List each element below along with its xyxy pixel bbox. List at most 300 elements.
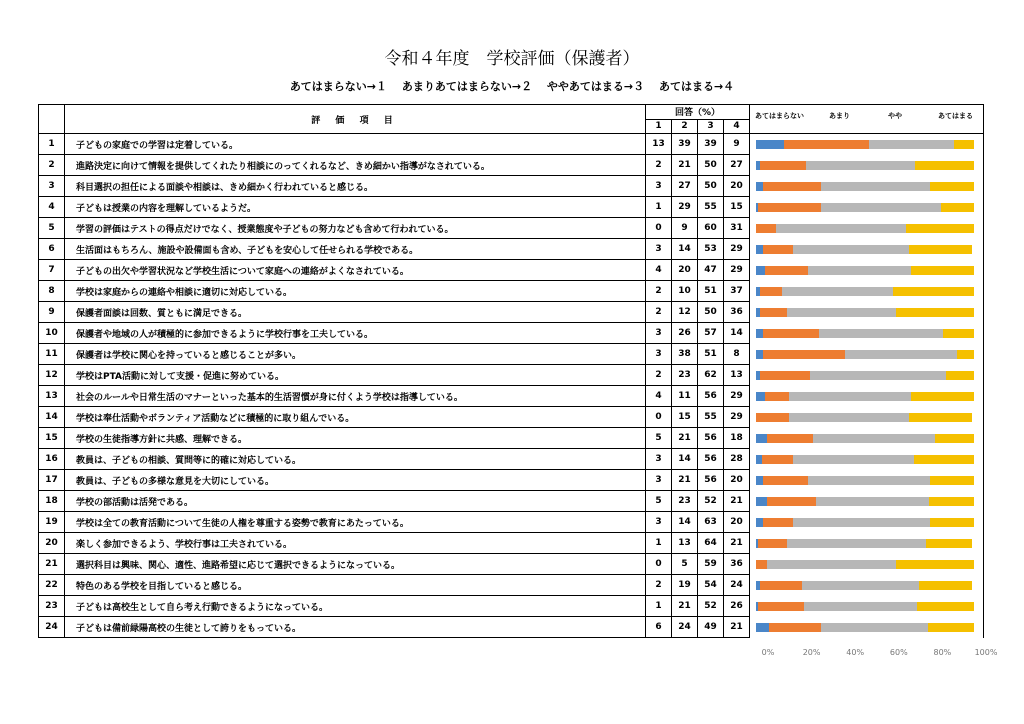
row-value-4: 20	[724, 176, 750, 197]
stacked-bar	[756, 518, 974, 527]
row-value-2: 5	[672, 554, 698, 575]
chart-header	[750, 105, 984, 134]
stacked-bar	[756, 602, 974, 611]
row-item: 楽しく参加できるよう、学校行事は工夫されている。	[65, 533, 646, 554]
bar-segment-4	[915, 161, 974, 170]
stacked-bar	[756, 140, 974, 149]
table-row	[39, 197, 984, 218]
row-value-1: 2	[646, 302, 672, 323]
bar-segment-2	[767, 497, 817, 506]
stacked-bar	[756, 476, 974, 485]
row-number: 6	[39, 239, 65, 260]
row-value-3: 50	[698, 155, 724, 176]
row-number: 4	[39, 197, 65, 218]
row-value-2: 10	[672, 281, 698, 302]
header-item: 評 価 項 目	[65, 105, 646, 134]
row-value-2: 21	[672, 596, 698, 617]
row-value-4: 29	[724, 407, 750, 428]
row-number: 23	[39, 596, 65, 617]
row-value-2: 38	[672, 344, 698, 365]
bar-segment-4	[946, 371, 974, 380]
row-value-1: 0	[646, 554, 672, 575]
bar-segment-2	[763, 245, 794, 254]
header-col-4: 4	[724, 119, 750, 134]
stacked-bar	[756, 245, 974, 254]
table-row	[39, 470, 984, 491]
row-chart	[750, 533, 984, 554]
stacked-bar	[756, 623, 974, 632]
row-item: 子どもの出欠や学習状況など学校生活について家庭への連絡がよくなされている。	[65, 260, 646, 281]
row-value-1: 3	[646, 176, 672, 197]
bar-segment-3	[819, 329, 943, 338]
row-number: 22	[39, 575, 65, 596]
table-row	[39, 302, 984, 323]
row-value-4: 15	[724, 197, 750, 218]
row-value-4: 13	[724, 365, 750, 386]
row-value-3: 64	[698, 533, 724, 554]
bar-segment-4	[909, 245, 972, 254]
row-value-1: 2	[646, 575, 672, 596]
axis-tick: 20%	[802, 648, 821, 657]
row-number: 3	[39, 176, 65, 197]
row-value-1: 13	[646, 134, 672, 155]
row-chart	[750, 302, 984, 323]
header-no	[39, 105, 65, 134]
bar-segment-2	[763, 518, 794, 527]
bar-segment-4	[911, 266, 974, 275]
row-number: 11	[39, 344, 65, 365]
stacked-bar	[756, 329, 974, 338]
bar-segment-3	[808, 476, 930, 485]
header-answer: 回答（%）	[646, 105, 750, 120]
row-number: 5	[39, 218, 65, 239]
axis-tick: 0%	[761, 648, 775, 657]
row-value-2: 13	[672, 533, 698, 554]
row-chart	[750, 365, 984, 386]
row-value-3: 56	[698, 428, 724, 449]
row-number: 20	[39, 533, 65, 554]
row-value-2: 21	[672, 155, 698, 176]
row-value-4: 29	[724, 239, 750, 260]
row-value-1: 4	[646, 386, 672, 407]
bar-segment-1	[756, 434, 767, 443]
bar-segment-4	[930, 182, 974, 191]
row-value-1: 2	[646, 365, 672, 386]
header-col-2: 2	[672, 119, 698, 134]
row-value-3: 57	[698, 323, 724, 344]
stacked-bar	[756, 224, 974, 233]
bar-segment-2	[760, 581, 801, 590]
bar-segment-3	[845, 350, 956, 359]
table-row	[39, 428, 984, 449]
row-value-4: 18	[724, 428, 750, 449]
row-chart	[750, 575, 984, 596]
bar-segment-2	[765, 392, 789, 401]
row-value-2: 23	[672, 365, 698, 386]
row-value-4: 21	[724, 491, 750, 512]
row-value-4: 28	[724, 449, 750, 470]
bar-segment-4	[930, 518, 974, 527]
bar-segment-4	[928, 623, 974, 632]
row-value-1: 2	[646, 281, 672, 302]
chart-label-2: あまり	[829, 112, 850, 120]
row-item: 学校の生徒指導方針に共感、理解できる。	[65, 428, 646, 449]
bar-segment-2	[784, 140, 869, 149]
row-value-1: 3	[646, 449, 672, 470]
row-chart	[750, 134, 984, 155]
row-value-2: 21	[672, 470, 698, 491]
row-item: 子どもは高校生として自ら考え行動できるようになっている。	[65, 596, 646, 617]
stacked-bar	[756, 182, 974, 191]
row-chart	[750, 407, 984, 428]
stacked-bar	[756, 287, 974, 296]
row-value-3: 39	[698, 134, 724, 155]
axis-tick: 100%	[974, 648, 998, 657]
row-value-2: 14	[672, 239, 698, 260]
bar-segment-2	[760, 161, 806, 170]
stacked-bar	[756, 497, 974, 506]
row-number: 2	[39, 155, 65, 176]
bar-segment-2	[767, 434, 813, 443]
row-chart	[750, 239, 984, 260]
row-value-3: 52	[698, 491, 724, 512]
row-value-3: 53	[698, 239, 724, 260]
row-value-1: 3	[646, 344, 672, 365]
bar-segment-3	[789, 413, 909, 422]
row-number: 21	[39, 554, 65, 575]
stacked-bar	[756, 350, 974, 359]
row-value-2: 15	[672, 407, 698, 428]
bar-segment-4	[930, 476, 974, 485]
bar-segment-4	[906, 224, 974, 233]
row-value-3: 56	[698, 470, 724, 491]
bar-segment-2	[760, 371, 810, 380]
row-item: 社会のルールや日常生活のマナーといった基本的生活習慣が身に付くよう学校は指導している。	[65, 386, 646, 407]
row-value-1: 3	[646, 512, 672, 533]
bar-segment-3	[813, 434, 935, 443]
row-value-4: 14	[724, 323, 750, 344]
bar-segment-2	[758, 203, 821, 212]
bar-segment-3	[782, 287, 893, 296]
row-value-2: 24	[672, 617, 698, 638]
table-row	[39, 155, 984, 176]
bar-segment-1	[756, 497, 767, 506]
chart-label-1: あてはまらない	[755, 112, 804, 120]
bar-segment-3	[787, 308, 896, 317]
row-number: 14	[39, 407, 65, 428]
table-row	[39, 533, 984, 554]
row-value-3: 50	[698, 176, 724, 197]
row-value-3: 51	[698, 281, 724, 302]
row-value-3: 56	[698, 386, 724, 407]
bar-segment-3	[776, 224, 907, 233]
bar-segment-2	[756, 224, 776, 233]
stacked-bar	[756, 581, 974, 590]
row-value-2: 39	[672, 134, 698, 155]
row-number: 12	[39, 365, 65, 386]
row-item: 保護者や地域の人が積極的に参加できるように学校行事を工夫している。	[65, 323, 646, 344]
bar-segment-3	[804, 602, 917, 611]
row-chart	[750, 617, 984, 638]
row-item: 子どもは備前緑陽高校の生徒として誇りをもっている。	[65, 617, 646, 638]
bar-segment-4	[893, 287, 974, 296]
row-value-4: 29	[724, 386, 750, 407]
row-value-3: 59	[698, 554, 724, 575]
row-value-1: 1	[646, 596, 672, 617]
stacked-bar	[756, 203, 974, 212]
row-item: 子どもは授業の内容を理解しているようだ。	[65, 197, 646, 218]
row-value-1: 1	[646, 533, 672, 554]
row-value-4: 8	[724, 344, 750, 365]
stacked-bar	[756, 392, 974, 401]
table-row	[39, 386, 984, 407]
page-title: 令和４年度 学校評価（保護者）	[384, 49, 640, 69]
row-value-2: 14	[672, 449, 698, 470]
row-value-2: 14	[672, 512, 698, 533]
table-row	[39, 575, 984, 596]
row-item: 特色のある学校を目指していると感じる。	[65, 575, 646, 596]
row-value-1: 4	[646, 260, 672, 281]
row-item: 生活面はもちろん、施設や設備面も含め、子どもを安心して任せられる学校である。	[65, 239, 646, 260]
stacked-bar	[756, 266, 974, 275]
row-value-2: 26	[672, 323, 698, 344]
row-chart	[750, 344, 984, 365]
row-number: 9	[39, 302, 65, 323]
chart-label-3: やや	[888, 112, 902, 120]
row-chart	[750, 281, 984, 302]
bar-segment-3	[793, 245, 909, 254]
bar-segment-3	[816, 497, 928, 506]
axis-tick: 80%	[933, 648, 952, 657]
row-chart	[750, 197, 984, 218]
row-value-4: 31	[724, 218, 750, 239]
chart-label-4: あてはまる	[938, 112, 973, 120]
row-value-2: 23	[672, 491, 698, 512]
row-value-3: 49	[698, 617, 724, 638]
row-value-4: 26	[724, 596, 750, 617]
table-row	[39, 134, 984, 155]
stacked-bar	[756, 455, 974, 464]
row-chart	[750, 449, 984, 470]
bar-segment-1	[756, 266, 765, 275]
row-value-3: 51	[698, 344, 724, 365]
row-chart	[750, 470, 984, 491]
bar-segment-3	[808, 266, 910, 275]
row-value-2: 20	[672, 260, 698, 281]
row-number: 19	[39, 512, 65, 533]
row-value-4: 24	[724, 575, 750, 596]
row-value-3: 52	[698, 596, 724, 617]
scale-legend: あてはまらない→１ あまりあてはまらない→２ ややあてはまる→３ あてはまる→４	[289, 80, 735, 93]
row-number: 24	[39, 617, 65, 638]
header-col-1: 1	[646, 119, 672, 134]
row-value-4: 20	[724, 512, 750, 533]
row-value-4: 21	[724, 533, 750, 554]
row-value-4: 36	[724, 554, 750, 575]
row-value-1: 0	[646, 407, 672, 428]
row-value-3: 60	[698, 218, 724, 239]
stacked-bar	[756, 539, 974, 548]
bar-segment-4	[911, 392, 974, 401]
row-item: 学校は奉仕活動やボランティア活動などに積極的に取り組んでいる。	[65, 407, 646, 428]
header-col-3: 3	[698, 119, 724, 134]
row-value-4: 37	[724, 281, 750, 302]
table-row	[39, 323, 984, 344]
row-chart	[750, 260, 984, 281]
row-item: 保護者面談は回数、質ともに満足できる。	[65, 302, 646, 323]
bar-segment-1	[756, 140, 784, 149]
row-chart	[750, 323, 984, 344]
bar-segment-4	[917, 602, 974, 611]
row-value-2: 11	[672, 386, 698, 407]
bar-segment-2	[763, 329, 820, 338]
table-row	[39, 449, 984, 470]
row-item: 選択科目は興味、関心、適性、進路希望に応じて選択できるようになっている。	[65, 554, 646, 575]
bar-segment-4	[957, 350, 974, 359]
row-item: 学校はPTA活動に対して支援・促進に努めている。	[65, 365, 646, 386]
bar-segment-3	[821, 623, 928, 632]
bar-segment-2	[763, 476, 809, 485]
row-value-2: 27	[672, 176, 698, 197]
table-row	[39, 617, 984, 638]
bar-segment-2	[765, 266, 809, 275]
bar-segment-4	[919, 581, 971, 590]
row-value-1: 5	[646, 428, 672, 449]
bar-segment-4	[929, 497, 974, 506]
row-value-2: 9	[672, 218, 698, 239]
row-item: 保護者は学校に関心を持っていると感じることが多い。	[65, 344, 646, 365]
row-value-1: 0	[646, 218, 672, 239]
row-chart	[750, 428, 984, 449]
row-chart	[750, 218, 984, 239]
row-number: 18	[39, 491, 65, 512]
row-value-3: 56	[698, 449, 724, 470]
bar-segment-4	[926, 539, 972, 548]
bar-segment-4	[943, 329, 974, 338]
row-number: 13	[39, 386, 65, 407]
bar-segment-2	[760, 308, 786, 317]
bar-segment-2	[756, 560, 767, 569]
row-item: 学習の評価はテストの得点だけでなく、授業態度や子どもの努力なども含めて行われている。	[65, 218, 646, 239]
table-row	[39, 554, 984, 575]
table-row	[39, 407, 984, 428]
row-number: 10	[39, 323, 65, 344]
table-row	[39, 596, 984, 617]
stacked-bar	[756, 434, 974, 443]
row-value-2: 21	[672, 428, 698, 449]
table-row	[39, 176, 984, 197]
row-value-1: 3	[646, 323, 672, 344]
bar-segment-3	[810, 371, 945, 380]
row-chart	[750, 386, 984, 407]
table-row	[39, 344, 984, 365]
row-item: 子どもの家庭での学習は定着している。	[65, 134, 646, 155]
row-value-3: 47	[698, 260, 724, 281]
bar-segment-4	[909, 413, 972, 422]
row-value-4: 36	[724, 302, 750, 323]
row-value-1: 6	[646, 617, 672, 638]
row-item: 学校は全ての教育活動について生徒の人権を尊重する姿勢で教育にあたっている。	[65, 512, 646, 533]
bar-segment-4	[896, 308, 974, 317]
row-value-3: 63	[698, 512, 724, 533]
bar-segment-4	[896, 560, 974, 569]
bar-segment-3	[793, 518, 930, 527]
row-item: 学校は家庭からの連絡や相談に適切に対応している。	[65, 281, 646, 302]
stacked-bar	[756, 371, 974, 380]
stacked-bar	[756, 161, 974, 170]
row-value-2: 12	[672, 302, 698, 323]
bar-segment-4	[954, 140, 974, 149]
row-value-4: 27	[724, 155, 750, 176]
row-item: 教員は、子どもの相談、質問等に的確に対応している。	[65, 449, 646, 470]
row-value-4: 21	[724, 617, 750, 638]
bar-segment-3	[802, 581, 920, 590]
bar-segment-1	[756, 623, 769, 632]
row-item: 学校の部活動は活発である。	[65, 491, 646, 512]
bar-segment-3	[821, 203, 941, 212]
row-value-3: 54	[698, 575, 724, 596]
row-value-1: 5	[646, 491, 672, 512]
evaluation-table	[38, 104, 984, 638]
row-item: 科目選択の担任による面談や相談は、きめ細かく行われていると感じる。	[65, 176, 646, 197]
bar-segment-3	[806, 161, 915, 170]
row-value-3: 50	[698, 302, 724, 323]
row-chart	[750, 512, 984, 533]
bar-segment-2	[758, 539, 786, 548]
row-value-1: 3	[646, 239, 672, 260]
bar-segment-3	[869, 140, 954, 149]
bar-segment-2	[760, 287, 782, 296]
row-value-4: 9	[724, 134, 750, 155]
table-row	[39, 512, 984, 533]
bar-segment-2	[758, 602, 804, 611]
table-row	[39, 491, 984, 512]
bar-segment-2	[769, 623, 821, 632]
bar-segment-2	[763, 350, 846, 359]
bar-segment-3	[789, 392, 911, 401]
bar-segment-2	[762, 455, 792, 464]
row-item: 教員は、子どもの多様な意見を大切にしている。	[65, 470, 646, 491]
bar-segment-2	[756, 413, 789, 422]
row-value-3: 55	[698, 197, 724, 218]
bar-segment-2	[763, 182, 822, 191]
table-row	[39, 281, 984, 302]
row-chart	[750, 176, 984, 197]
row-chart	[750, 596, 984, 617]
row-value-4: 29	[724, 260, 750, 281]
stacked-bar	[756, 308, 974, 317]
stacked-bar	[756, 413, 974, 422]
table-row	[39, 218, 984, 239]
row-number: 1	[39, 134, 65, 155]
row-value-3: 55	[698, 407, 724, 428]
row-chart	[750, 554, 984, 575]
row-chart	[750, 155, 984, 176]
row-number: 7	[39, 260, 65, 281]
bar-segment-3	[793, 455, 914, 464]
bar-segment-4	[935, 434, 974, 443]
row-value-2: 29	[672, 197, 698, 218]
table-row	[39, 365, 984, 386]
table-row	[39, 260, 984, 281]
bar-segment-3	[767, 560, 896, 569]
axis-tick: 40%	[846, 648, 865, 657]
row-number: 15	[39, 428, 65, 449]
bar-segment-3	[821, 182, 930, 191]
row-value-4: 20	[724, 470, 750, 491]
row-value-3: 62	[698, 365, 724, 386]
bar-segment-4	[941, 203, 974, 212]
